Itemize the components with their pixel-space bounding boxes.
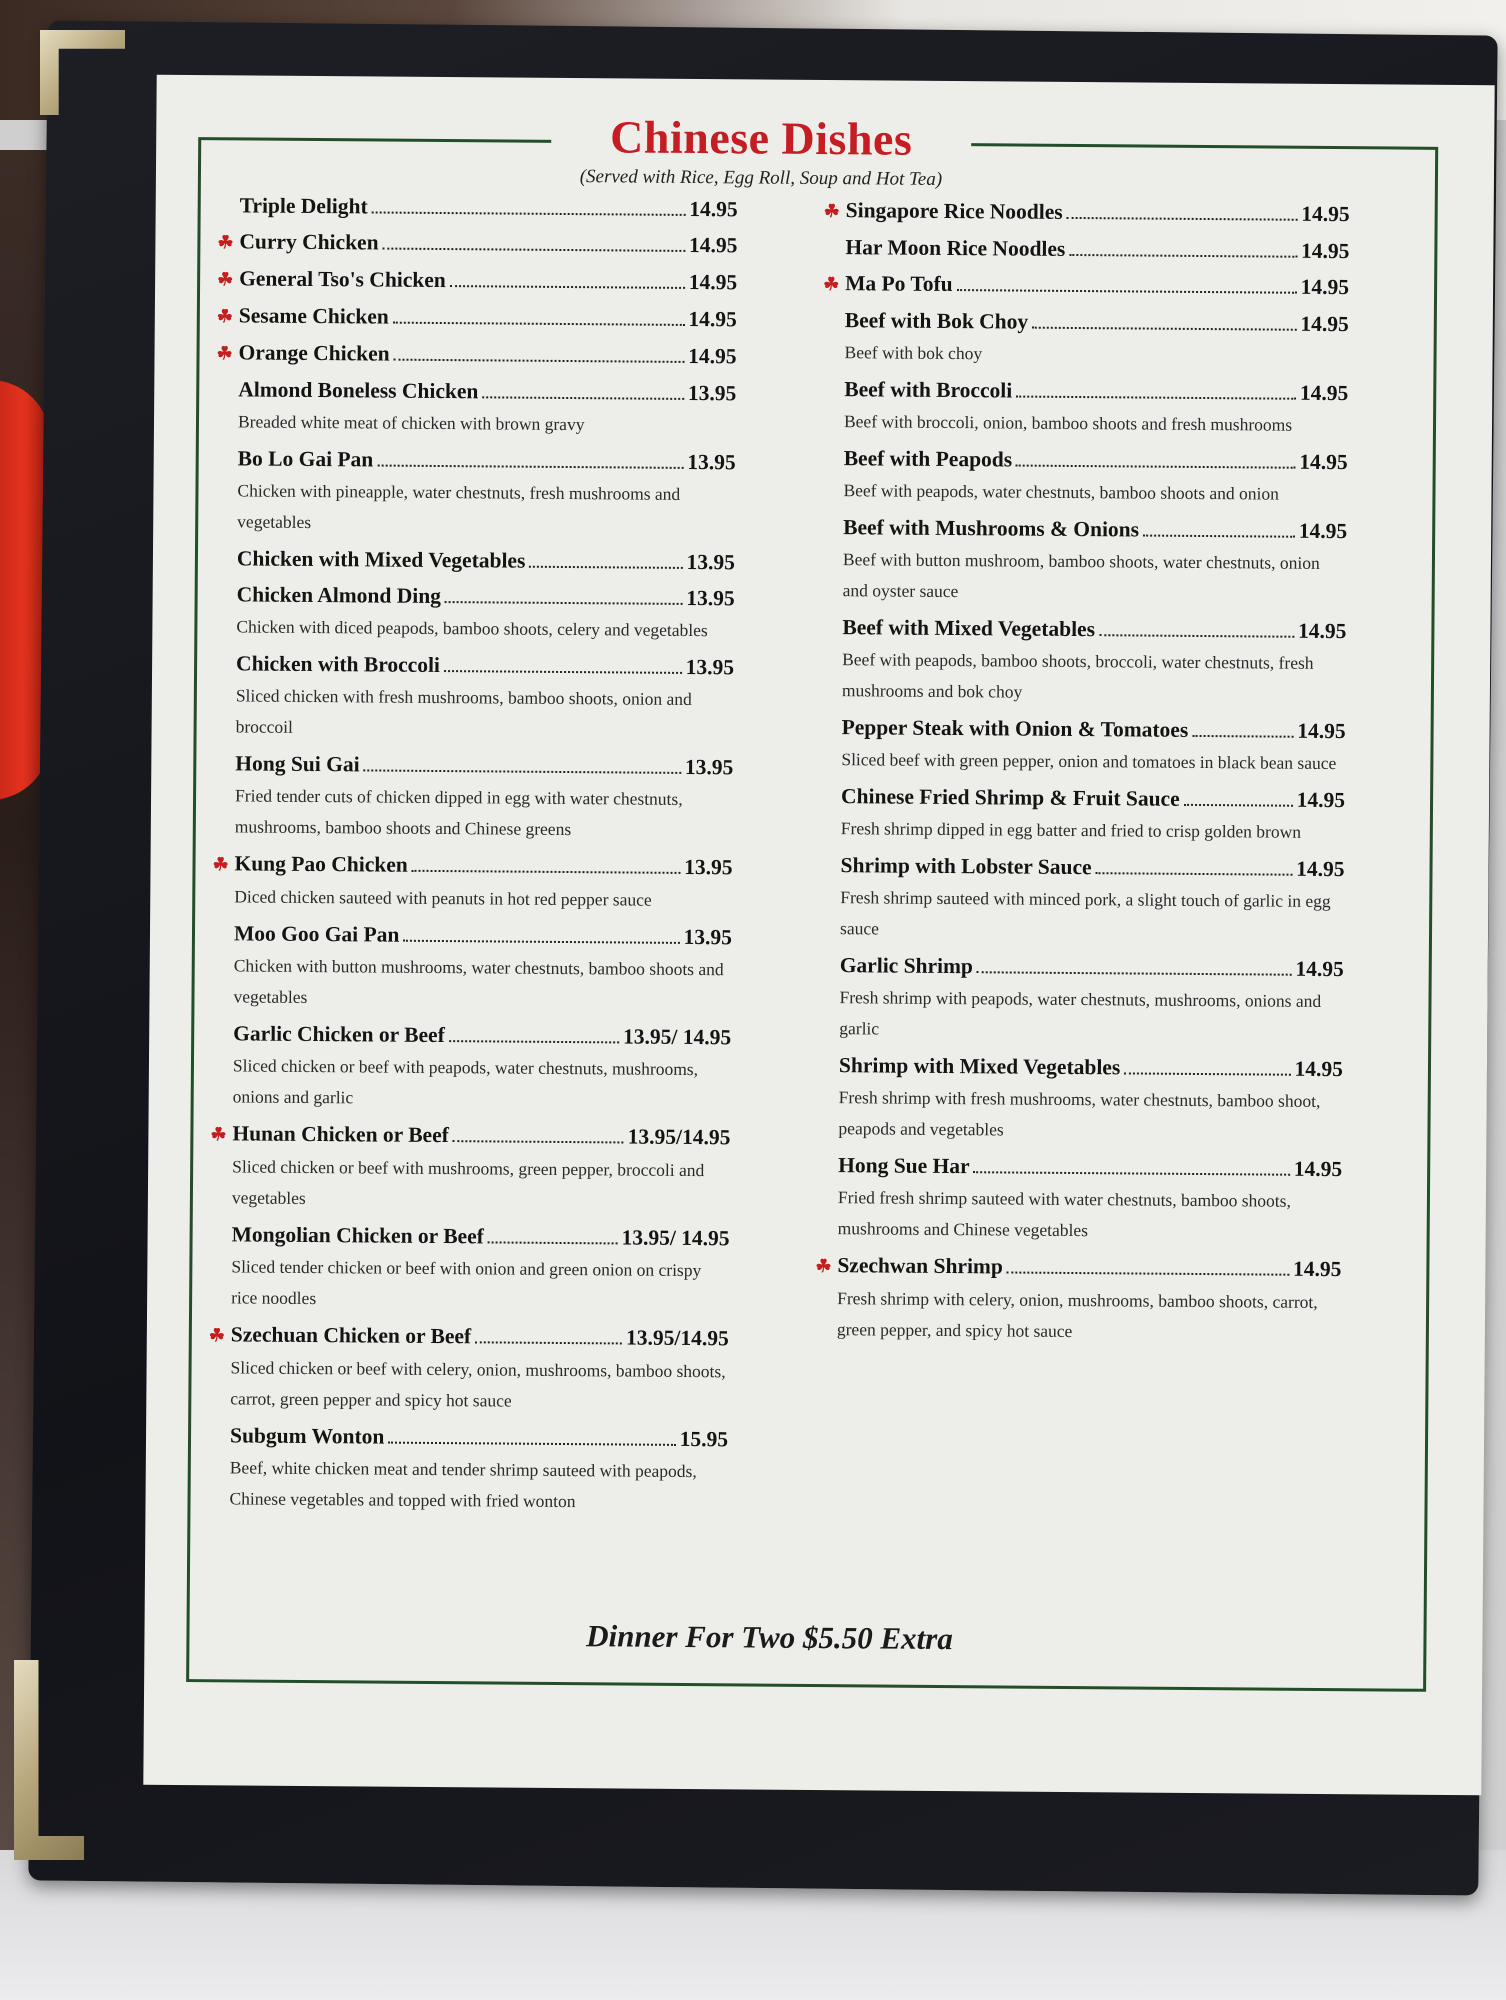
menu-item — [815, 1250, 1342, 1349]
menu-item-name: Subgum Wonton — [229, 1423, 385, 1449]
menu-item — [218, 190, 738, 224]
dot-leader — [383, 248, 685, 252]
menu-item — [215, 443, 736, 541]
menu-item-row — [820, 612, 1346, 646]
menu-page — [143, 75, 1494, 1795]
menu-item-description: Beef with broccoli, onion, bamboo shoots and fresh mushrooms — [843, 411, 1293, 435]
menu-item — [819, 781, 1345, 848]
menu-item — [824, 195, 1350, 230]
menu-item-row — [216, 443, 736, 477]
menu-item-description: Chicken with button mushrooms, water chestnuts, bamboo shoots and vegetables — [233, 955, 724, 1007]
chili-pepper-icon: ☘ — [210, 1124, 227, 1145]
menu-item-name: Beef with Bok Choy — [844, 308, 1029, 334]
menu-item-description: Fried fresh shrimp sauteed with water chestnuts, bamboo shoots, mushrooms and Chinese vegetables — [837, 1187, 1291, 1241]
menu-item-price: 14.95 — [1296, 856, 1345, 882]
menu-item — [217, 263, 737, 298]
chili-pepper-icon: ☘ — [217, 232, 234, 253]
menu-item-row — [819, 781, 1345, 815]
menu-item — [209, 1219, 730, 1317]
menu-item-price: 13.95 — [687, 380, 737, 406]
menu-item-name: Kung Pao Chicken — [234, 851, 408, 877]
menu-item-name: Hong Sui Gai — [235, 751, 360, 777]
dot-leader — [1099, 634, 1294, 638]
menu-item-row — [824, 195, 1350, 230]
menu-item-price: 14.95 — [1301, 201, 1350, 227]
menu-item-name: Szechuan Chicken or Beef — [230, 1322, 472, 1349]
menu-item-name: Hong Sue Har — [838, 1153, 970, 1179]
menu-item-name: Pepper Steak with Onion & Tomatoes — [841, 715, 1189, 742]
menu-item-description: Beef with peapods, bamboo shoots, broccoli, water chestnuts, fresh mushrooms and bok choy — [841, 649, 1314, 702]
menu-item-price: 14.95 — [1294, 1056, 1344, 1082]
chili-pepper-icon: ☘ — [823, 274, 840, 295]
menu-item-name: Chicken Almond Ding — [236, 582, 442, 609]
menu-item-price: 14.95 — [1297, 618, 1347, 644]
dot-leader — [974, 1171, 1290, 1175]
dot-leader — [364, 769, 681, 773]
dot-leader — [488, 1241, 618, 1244]
menu-item — [821, 512, 1348, 610]
menu-item-name: Triple Delight — [239, 193, 368, 219]
menu-item — [213, 648, 734, 746]
menu-item-row — [818, 950, 1344, 984]
menu-item-row — [817, 1050, 1343, 1084]
dot-leader — [449, 1040, 619, 1043]
menu-item-price: 13.95 — [686, 585, 735, 611]
menu-item-row — [213, 748, 733, 782]
menu-item — [823, 268, 1349, 303]
menu-item-name: Beef with Peapods — [843, 446, 1013, 472]
dot-leader — [1124, 1072, 1290, 1075]
menu-item-description: Fresh shrimp sauteed with minced pork, a slight touch of garlic in egg sauce — [839, 887, 1331, 939]
dot-leader — [1184, 804, 1293, 807]
menu-item-name: General Tso's Chicken — [239, 266, 446, 293]
menu-item-price: 14.95 — [689, 196, 738, 222]
menu-item-row — [216, 374, 736, 408]
dot-leader — [1096, 872, 1293, 876]
menu-item — [822, 374, 1348, 441]
menu-item-price: 14.95 — [688, 232, 738, 258]
menu-item-row — [818, 850, 1344, 884]
dot-leader — [393, 322, 685, 326]
dot-leader — [412, 870, 680, 874]
dot-leader — [1192, 735, 1293, 738]
menu-item-price: 13.95/ 14.95 — [622, 1024, 732, 1050]
menu-item-description: Sliced chicken or beef with peapods, water chestnuts, mushrooms, onions and garlic — [232, 1055, 699, 1108]
menu-item-name: Orange Chicken — [238, 340, 390, 366]
menu-item-price: 14.95 — [1297, 718, 1346, 744]
chili-pepper-icon: ☘ — [815, 1255, 832, 1277]
dot-leader — [1016, 465, 1295, 469]
menu-item-row — [208, 1420, 728, 1454]
menu-item-name: Mongolian Chicken or Beef — [231, 1222, 484, 1249]
menu-item-price: 13.95 — [683, 924, 733, 950]
menu-item — [819, 712, 1345, 779]
menu-item-description: Beef, white chicken meat and tender shrimp sauteed with peapods, Chinese vegetables and topped with fried wonton — [229, 1457, 697, 1512]
menu-item-price: 14.95 — [1300, 238, 1350, 264]
menu-item-description: Sliced chicken or beef with celery, onion, mushrooms, bamboo shoots, carrot, green pepper and spicy hot sauce — [230, 1357, 726, 1411]
menu-item-row — [216, 337, 736, 372]
dot-leader — [377, 465, 683, 469]
dot-leader — [445, 601, 682, 605]
dot-leader — [1016, 396, 1296, 400]
menu-item — [216, 337, 736, 372]
menu-item-name: Beef with Mixed Vegetables — [842, 615, 1096, 642]
menu-item-name: Moo Goo Gai Pan — [233, 921, 400, 947]
dot-leader — [1032, 327, 1296, 331]
dot-leader — [403, 940, 679, 944]
menu-item — [217, 226, 737, 261]
menu-item-row — [215, 543, 735, 577]
dot-leader — [529, 566, 682, 569]
menu-item-row — [209, 1319, 729, 1354]
menu-item-price: 14.95 — [1299, 380, 1349, 406]
menu-item-row — [815, 1250, 1341, 1285]
menu-item — [816, 1050, 1343, 1148]
menu-item-description: Chicken with diced peapods, bamboo shoots, celery and vegetables — [236, 616, 708, 641]
menu-item — [217, 300, 737, 335]
menu-item-row — [210, 1219, 730, 1253]
dot-leader — [1067, 217, 1298, 221]
menu-item — [820, 612, 1347, 710]
menu-item-row — [816, 1150, 1342, 1184]
menu-item-name: Shrimp with Lobster Sauce — [840, 853, 1092, 880]
menu-item-row — [215, 579, 735, 613]
menu-item-description: Beef with button mushroom, bamboo shoots, water chestnuts, onion and oyster sauce — [842, 549, 1320, 602]
menu-item-row — [210, 1118, 730, 1153]
menu-item-price: 14.95 — [688, 269, 738, 295]
menu-footer-note: Dinner For Two $5.50 Extra — [586, 1618, 953, 1657]
menu-item-row — [821, 512, 1347, 546]
dot-leader — [957, 289, 1297, 294]
menu-item-price: 13.95 — [687, 449, 736, 475]
dot-leader — [453, 1140, 624, 1143]
menu-item — [816, 1150, 1343, 1248]
dot-leader — [1069, 254, 1297, 258]
menu-item-price: 14.95 — [688, 343, 737, 369]
menu-item-name: Curry Chicken — [239, 229, 379, 255]
menu-item-name: Szechwan Shrimp — [837, 1253, 1003, 1279]
menu-item-description: Chicken with pineapple, water chestnuts, fresh mushrooms and vegetables — [237, 480, 681, 532]
menu-item — [216, 374, 736, 441]
menu-item — [215, 543, 735, 577]
menu-item — [208, 1319, 729, 1418]
menu-item-price: 14.95 — [1300, 311, 1349, 337]
menu-item-price: 14.95 — [1299, 449, 1348, 475]
menu-item-description: Diced chicken sauteed with peanuts in hot red pepper sauce — [234, 886, 652, 910]
menu-item-price: 14.95 — [1300, 274, 1350, 300]
menu-item-name: Ma Po Tofu — [845, 271, 953, 297]
menu-item-row — [218, 190, 738, 224]
menu-item-name: Singapore Rice Noodles — [845, 198, 1063, 224]
menu-item-name: Chicken with Broccoli — [236, 651, 441, 678]
menu-item-name: Garlic Shrimp — [839, 953, 974, 979]
menu-item-row — [823, 268, 1349, 303]
menu-item-name: Hunan Chicken or Beef — [232, 1121, 449, 1148]
menu-item — [210, 1118, 731, 1217]
menu-item-row — [822, 443, 1348, 477]
menu-item-price: 14.95 — [1295, 956, 1344, 982]
menu-item-price: 13.95 — [684, 754, 734, 780]
menu-item-price: 14.95 — [1298, 518, 1348, 544]
menu-item-price: 13.95/14.95 — [626, 1325, 729, 1351]
menu-item-row — [217, 300, 737, 335]
menu-item-row — [212, 848, 732, 883]
menu-item-name: Bo Lo Gai Pan — [237, 446, 374, 472]
menu-item — [212, 848, 732, 916]
menu-item-description: Beef with bok choy — [844, 342, 983, 364]
chili-pepper-icon: ☘ — [208, 1325, 226, 1346]
chili-pepper-icon: ☘ — [217, 269, 234, 290]
menu-item-row — [823, 305, 1349, 339]
menu-item-description: Sliced chicken or beef with mushrooms, green pepper, broccoli and vegetables — [231, 1156, 705, 1208]
menu-item — [214, 579, 734, 646]
menu-item-name: Chicken with Mixed Vegetables — [236, 546, 526, 573]
menu-item — [818, 850, 1345, 948]
menu-item-description: Fresh shrimp dipped in egg batter and fried to crisp golden brown — [840, 818, 1302, 842]
menu-item-name: Sesame Chicken — [238, 303, 389, 329]
dot-leader — [1143, 535, 1295, 538]
menu-item-name: Har Moon Rice Noodles — [845, 235, 1066, 261]
menu-item-name: Beef with Mushrooms & Onions — [843, 515, 1140, 542]
menu-item-price: 13.95/14.95 — [627, 1124, 731, 1150]
dot-leader — [482, 396, 684, 400]
menu-column-right — [815, 195, 1350, 1355]
menu-item-name: Shrimp with Mixed Vegetables — [838, 1053, 1121, 1080]
menu-item-name: Chinese Fried Shrimp & Fruit Sauce — [840, 784, 1180, 811]
menu-item — [213, 748, 734, 846]
menu-item-row — [212, 918, 732, 952]
menu-item — [207, 1420, 728, 1518]
menu-item-name: Beef with Broccoli — [844, 377, 1013, 403]
menu-item-price: 13.95 — [685, 654, 735, 680]
menu-item-row — [217, 263, 737, 298]
menu-item-description: Sliced chicken with fresh mushrooms, bamboo shoots, onion and broccoil — [235, 685, 692, 737]
menu-item-price: 14.95 — [1296, 787, 1346, 813]
menu-item-row — [822, 374, 1348, 408]
menu-subtitle: (Served with Rice, Egg Roll, Soup and Hot Tea) — [579, 166, 943, 190]
menu-item-row — [820, 712, 1346, 746]
menu-item — [822, 305, 1348, 372]
menu-item-description: Fresh shrimp with celery, onion, mushrooms, bamboo shoots, carrot, green pepper, and spicy hot sauce — [836, 1288, 1318, 1342]
chili-pepper-icon: ☘ — [212, 854, 229, 875]
menu-item-description: Beef with peapods, water chestnuts, bamboo shoots and onion — [843, 480, 1280, 504]
menu-item-price: 14.95 — [1293, 1156, 1343, 1182]
dot-leader — [444, 670, 682, 674]
menu-item-price: 13.95/ 14.95 — [621, 1225, 730, 1251]
menu-item — [821, 443, 1347, 510]
chili-pepper-icon: ☘ — [216, 343, 233, 364]
menu-item-name: Almond Boneless Chicken — [238, 377, 479, 404]
menu-item-row — [214, 648, 734, 682]
menu-item — [823, 232, 1349, 266]
dot-leader — [977, 971, 1291, 975]
dot-leader — [394, 359, 685, 363]
menu-item-description: Fresh shrimp with peapods, water chestnuts, mushrooms, onions and garlic — [839, 987, 1322, 1039]
menu-item-description: Fried tender cuts of chicken dipped in egg with water chestnuts, mushrooms, bamboo shoots and Chinese greens — [234, 785, 683, 840]
menu-title: Chinese Dishes — [609, 111, 913, 165]
dot-leader — [450, 285, 685, 289]
menu-item — [817, 950, 1344, 1048]
menu-item — [211, 1018, 732, 1116]
menu-item — [211, 918, 732, 1016]
chili-pepper-icon: ☘ — [216, 306, 234, 327]
menu-item-description: Sliced tender chicken or beef with onion and green onion on crispy rice noodles — [231, 1256, 702, 1309]
menu-item-price: 15.95 — [679, 1426, 729, 1452]
menu-item-name: Garlic Chicken or Beef — [233, 1021, 445, 1048]
menu-item-description: Sliced beef with green pepper, onion and tomatoes in black bean sauce — [841, 749, 1337, 774]
menu-item-row — [217, 226, 737, 261]
menu-item-description: Fresh shrimp with fresh mushrooms, water chestnuts, bamboo shoot, peapods and vegetables — [838, 1087, 1321, 1140]
menu-item-row — [823, 232, 1349, 266]
dot-leader — [475, 1341, 622, 1344]
menu-item-price: 14.95 — [688, 306, 737, 332]
dot-leader — [372, 211, 686, 215]
chili-pepper-icon: ☘ — [823, 201, 840, 222]
menu-column-left — [207, 190, 737, 1524]
dot-leader — [1007, 1271, 1289, 1275]
dot-leader — [388, 1442, 675, 1446]
menu-item-price: 14.95 — [1292, 1256, 1342, 1282]
menu-item-description: Breaded white meat of chicken with brown gravy — [237, 411, 585, 435]
menu-item-price: 13.95 — [684, 854, 733, 880]
menu-item-row — [211, 1018, 731, 1052]
menu-item-price: 13.95 — [686, 549, 736, 575]
